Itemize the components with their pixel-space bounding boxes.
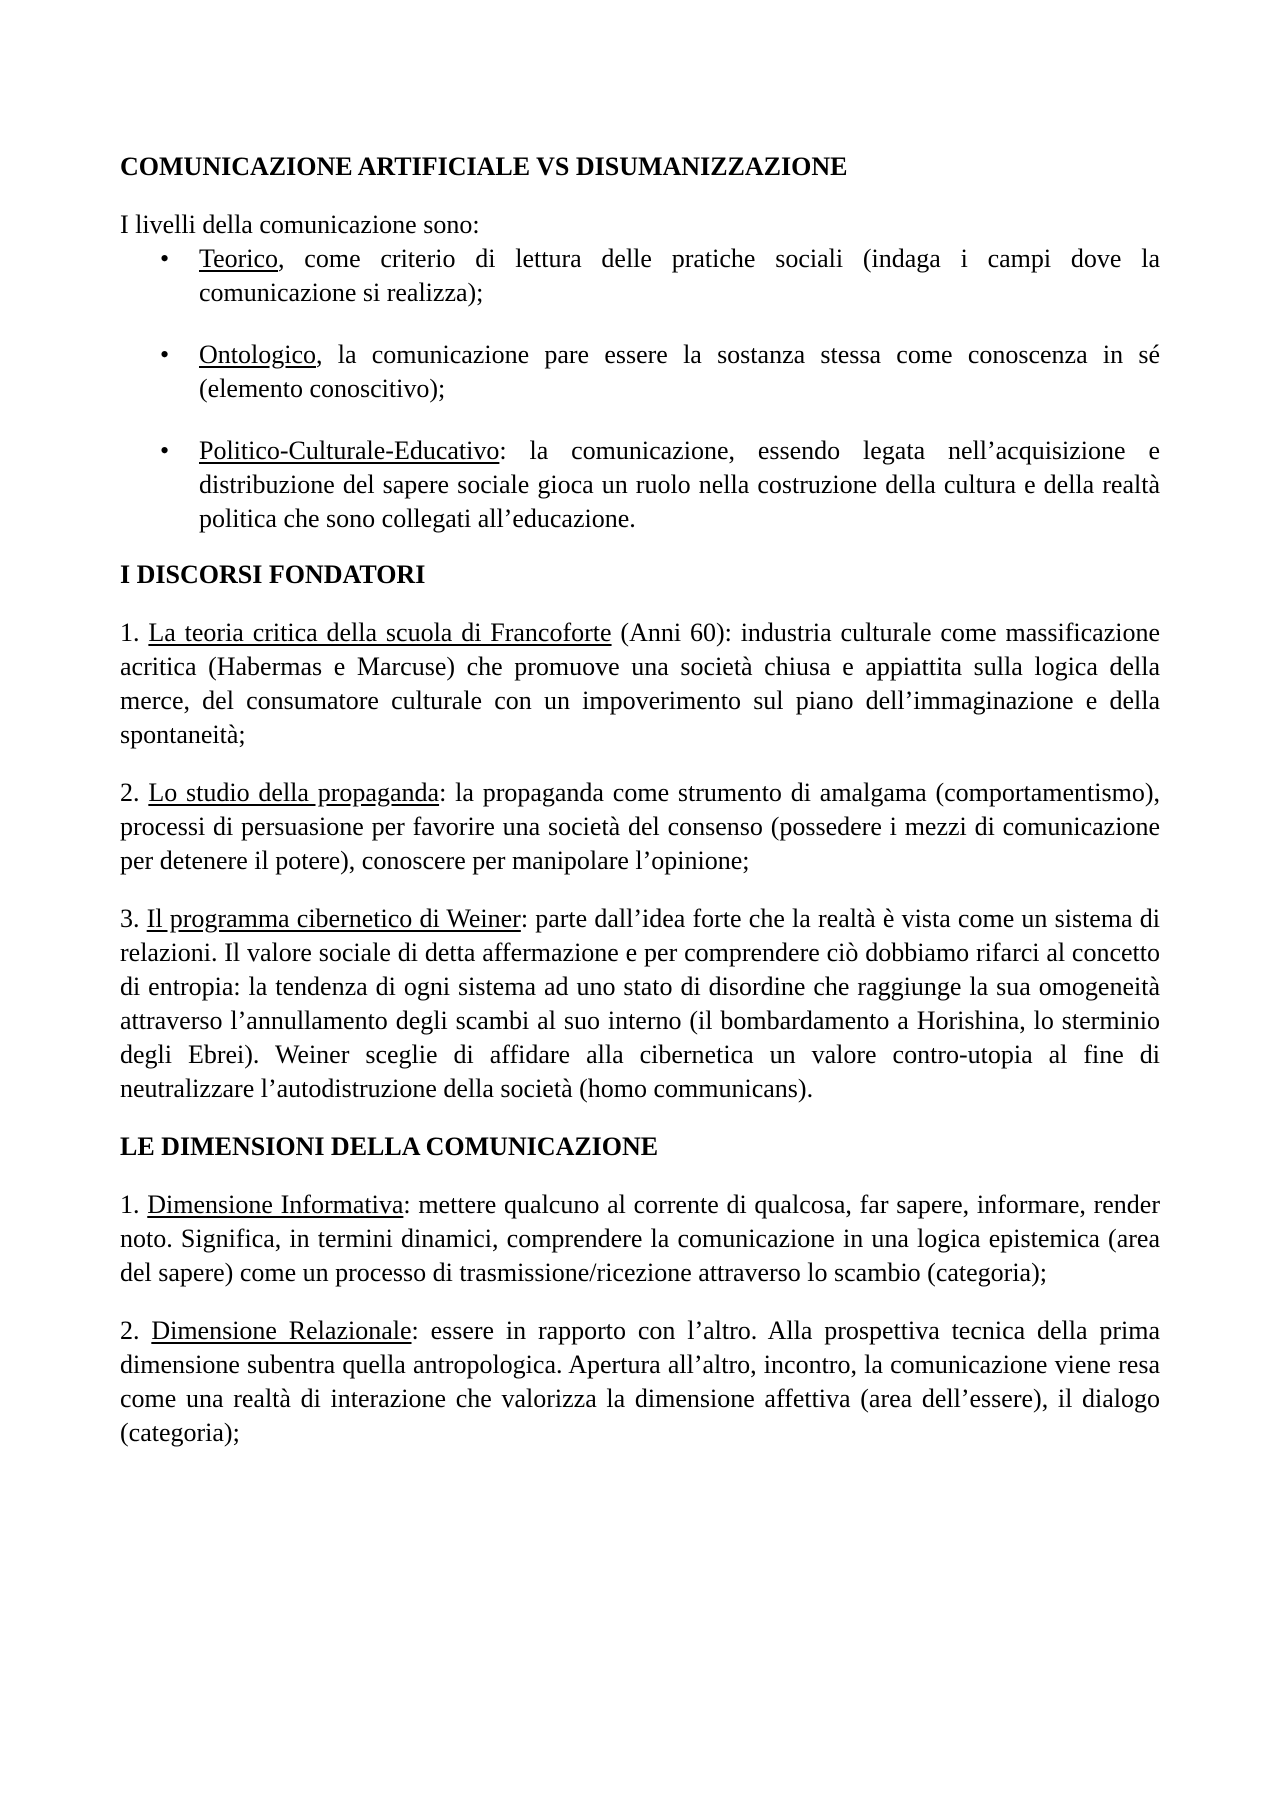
item-number: 2. (120, 1316, 152, 1345)
dimensioni-item-1 (120, 1188, 1160, 1290)
item-term: Il programma cibernetico di Weiner (146, 904, 521, 933)
document-title: COMUNICAZIONE ARTIFICIALE VS DISUMANIZZAZIONE (120, 152, 848, 181)
item-term: Dimensione Informativa (147, 1190, 404, 1219)
list-item (120, 338, 1160, 406)
level-term: Ontologico (199, 340, 316, 369)
level-text: , la comunicazione pare essere la sostanza stessa come conoscenza in sé (elemento conoscitivo); (199, 340, 1160, 403)
item-text: : essere in rapporto con l’altro. Alla prospettiva tecnica della prima dimensione subentra quella antropologica. Apertura all’altro, incontro, la comunicazione viene resa come una realtà di interazione che valorizza la dimensione affettiva (area dell’essere), il dialogo (categoria); (120, 1316, 1161, 1447)
section-heading-dimensioni: LE DIMENSIONI DELLA COMUNICAZIONE (120, 1132, 659, 1161)
list-item (120, 242, 1160, 310)
item-text: : mettere qualcuno al corrente di qualcosa, far sapere, informare, render noto. Significa, in termini dinamici, comprendere la comunicazione in una logica epistemica (area del sapere) come un processo di trasmissione/ricezione attraverso lo scambio (categoria); (120, 1190, 1161, 1287)
levels-intro: I livelli della comunicazione sono: (120, 210, 480, 239)
bullet-icon: • (160, 436, 170, 465)
section-heading-fondatori: I DISCORSI FONDATORI (120, 560, 426, 589)
item-text: (Anni 60): industria culturale come massificazione acritica (Habermas e Marcuse) che promuove una società chiusa e appiattita sulla logica della merce, del consumatore culturale con un impoverimento sul piano dell’immaginazione e della spontaneità; (120, 618, 1161, 749)
item-number: 3. (120, 904, 147, 933)
level-text: , come criterio di lettura delle pratiche sociali (indaga i campi dove la comunicazione si realizza); (199, 244, 1160, 307)
item-term: La teoria critica della scuola di Francoforte (148, 618, 612, 647)
item-number: 1. (120, 1190, 148, 1219)
item-term: Dimensione Relazionale (151, 1316, 412, 1345)
list-item (120, 434, 1160, 536)
level-text: : la comunicazione, essendo legata nell’acquisizione e distribuzione del sapere sociale gioca un ruolo nella costruzione della cultura e della realtà politica che sono collegati all’educazione. (199, 436, 1160, 533)
bullet-icon: • (160, 340, 170, 369)
level-term: Politico-Culturale-Educativo (199, 436, 500, 465)
dimensioni-item-2 (120, 1314, 1160, 1450)
bullet-icon: • (160, 244, 170, 273)
fondatori-item-1 (120, 616, 1160, 752)
item-text: : parte dall’idea forte che la realtà è vista come un sistema di relazioni. Il valore sociale di detta affermazione e per comprendere ciò dobbiamo rifarci al concetto di entropia: la tendenza di ogni sistema ad uno stato di disordine che raggiunge la sua omogeneità attraverso l’annullamento degli scambi al suo interno (il bombardamento a Horishina, lo sterminio degli Ebrei). Weiner sceglie di affidare alla cibernetica un valore contro-utopia al fine di neutralizzare l’autodistruzione della società (homo communicans). (120, 904, 1161, 1103)
fondatori-item-2 (120, 776, 1160, 878)
levels-list (120, 242, 1160, 536)
item-text: : la propaganda come strumento di amalgama (comportamentismo), processi di persuasione per favorire una società del consenso (possedere i mezzi di comunicazione per detenere il potere), conoscere per manipolare l’opinione; (120, 778, 1160, 875)
item-number: 2. (120, 778, 149, 807)
level-term: Teorico (199, 244, 279, 273)
document-page (120, 150, 1160, 1474)
item-term: Lo studio della propaganda (148, 778, 440, 807)
item-number: 1. (120, 618, 149, 647)
fondatori-item-3 (120, 902, 1160, 1106)
